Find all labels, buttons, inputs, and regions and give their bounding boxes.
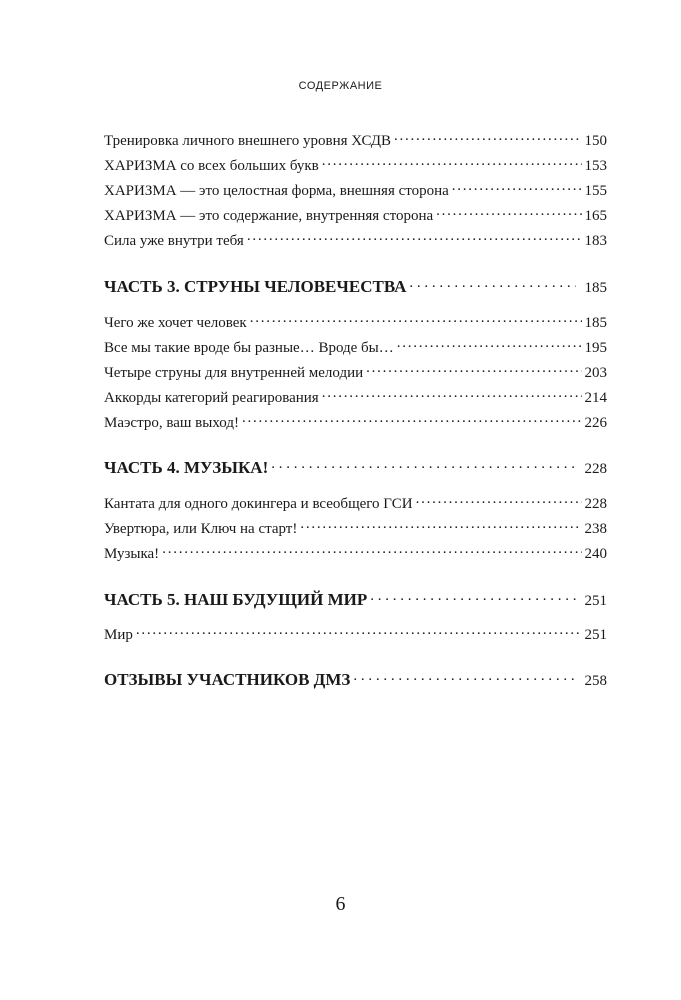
- dot-leader: [370, 588, 575, 605]
- dot-leader: [322, 155, 582, 170]
- toc-entry-title: Музыка!: [104, 546, 160, 562]
- toc-entry-page: 155: [584, 183, 607, 199]
- dot-leader: [136, 624, 582, 639]
- toc-part-page: 258: [584, 673, 607, 689]
- toc-entry-page: 228: [584, 496, 607, 512]
- dot-leader: [366, 362, 581, 377]
- toc-part-heading: [104, 588, 607, 610]
- toc-entry-title: Все мы такие вроде бы разные… Вроде бы…: [104, 340, 394, 356]
- dot-leader: [353, 668, 575, 685]
- dot-leader: [271, 456, 575, 473]
- dot-leader: [162, 543, 581, 558]
- toc-entry-page: 251: [584, 627, 607, 643]
- toc-entry: [104, 493, 607, 513]
- toc-entry-page: 183: [584, 233, 607, 249]
- dot-leader: [436, 205, 581, 220]
- toc-entry-page: 214: [584, 390, 607, 406]
- toc-entry-page: 203: [584, 365, 607, 381]
- dot-leader: [300, 518, 581, 533]
- toc-entry-title: Маэстро, ваш выход!: [104, 415, 239, 431]
- toc-part-title: ЧАСТЬ 5. НАШ БУДУЩИЙ МИР: [104, 590, 368, 609]
- toc-part-page: 251: [584, 593, 607, 609]
- toc-entry: [104, 337, 607, 357]
- toc-part-title: ОТЗЫВЫ УЧАСТНИКОВ ДМЗ: [104, 670, 351, 689]
- dot-leader: [409, 275, 575, 292]
- toc-entry-title: Увертюра, или Ключ на старт!: [104, 521, 298, 537]
- toc-entry-page: 165: [584, 208, 607, 224]
- page-number: 6: [335, 893, 346, 915]
- toc-entry: [104, 155, 607, 175]
- toc-part-title: ЧАСТЬ 4. МУЗЫКА!: [104, 458, 269, 477]
- dot-leader: [394, 130, 581, 145]
- toc-entry: [104, 230, 607, 250]
- toc-entry: [104, 412, 607, 432]
- toc-entry-page: 195: [584, 340, 607, 356]
- dot-leader: [250, 312, 582, 327]
- toc-entry-title: Мир: [104, 627, 133, 643]
- toc-entry: [104, 130, 607, 150]
- toc-entry-title: ХАРИЗМА — это целостная форма, внешняя сторона: [104, 183, 449, 199]
- toc-entry-page: 240: [584, 546, 607, 562]
- dot-leader: [416, 493, 582, 508]
- toc-entry-title: ХАРИЗМА со всех больших букв: [104, 158, 319, 174]
- toc-entry-page: 238: [584, 521, 607, 537]
- toc-part-page: 185: [584, 280, 607, 296]
- toc-part-heading: [104, 275, 607, 297]
- toc-entry-page: 150: [584, 133, 607, 149]
- toc-entry-page: 185: [584, 315, 607, 331]
- toc-part-page: 228: [584, 461, 607, 477]
- toc-entry: [104, 518, 607, 538]
- toc-entry-title: Аккорды категорий реагирования: [104, 390, 319, 406]
- toc-entry: [104, 180, 607, 200]
- dot-leader: [397, 337, 582, 352]
- toc-part-heading: [104, 456, 607, 478]
- toc-entry-title: ХАРИЗМА — это содержание, внутренняя сторона: [104, 208, 434, 224]
- toc-entry: [104, 312, 607, 332]
- toc-entry: [104, 624, 607, 644]
- toc-entry: [104, 543, 607, 563]
- dot-leader: [452, 180, 582, 195]
- dot-leader: [247, 230, 582, 245]
- running-header: СОДЕРЖАНИЕ: [298, 80, 383, 92]
- dot-leader: [242, 412, 582, 427]
- toc-part-heading: [104, 668, 607, 690]
- toc-entry-title: Тренировка личного внешнего уровня ХСДВ: [104, 133, 392, 149]
- toc-entry-page: 153: [584, 158, 607, 174]
- toc-entry: [104, 205, 607, 225]
- toc-entry-title: Сила уже внутри тебя: [104, 233, 244, 249]
- toc-entry-page: 226: [584, 415, 607, 431]
- dot-leader: [322, 387, 582, 402]
- toc-entry: [104, 387, 607, 407]
- toc-entry-title: Четыре струны для внутренней мелодии: [104, 365, 364, 381]
- toc-entry-title: Чего же хочет человек: [104, 315, 247, 331]
- toc-part-title: ЧАСТЬ 3. СТРУНЫ ЧЕЛОВЕЧЕСТВА: [104, 277, 407, 296]
- toc-entry: [104, 362, 607, 382]
- toc-entry-title: Кантата для одного докингера и всеобщего ГСИ: [104, 496, 413, 512]
